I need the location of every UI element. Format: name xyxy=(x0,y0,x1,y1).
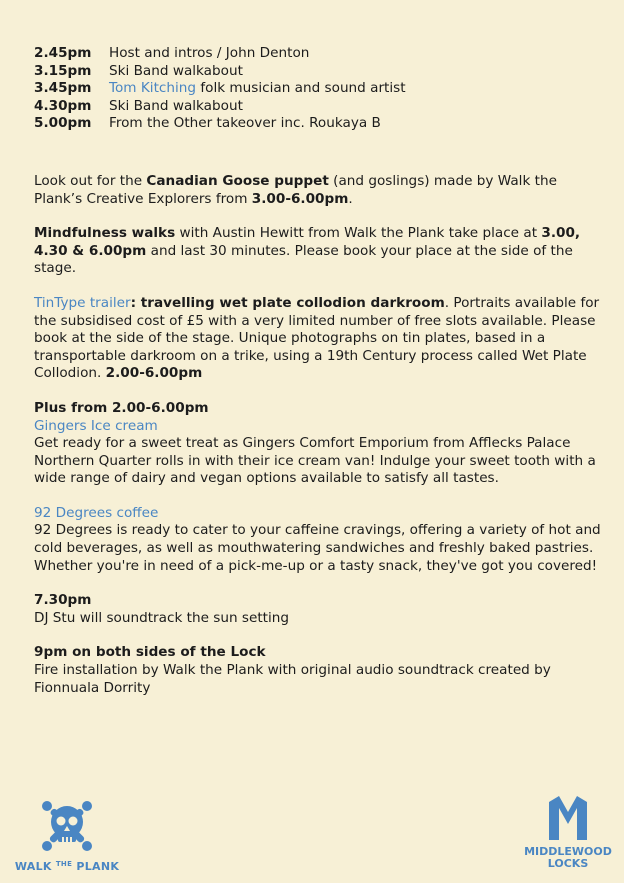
evening-time: 7.30pm xyxy=(34,592,92,609)
coffee-text: 92 Degrees is ready to cater to your caffeine cravings, offering a variety of hot and cold beverages, as well as mouthwatering sandwiches and freshly baked pastries. Whether you're in need of a pick-me-up or a tasty snack, they've got you covered! xyxy=(34,522,601,574)
programme xyxy=(34,45,604,714)
schedule-time: 3.45pm xyxy=(34,80,92,97)
schedule-row xyxy=(34,80,604,98)
gingers-text: Get ready for a sweet treat as Gingers Comfort Emporium from Afflecks Palace Northern Quarter rolls in with their ice cream van! Indulge your sweet tooth with a wide range of dairy and vegan options available to satisfy all tastes. xyxy=(34,435,596,487)
lock-section xyxy=(34,644,604,697)
tintype-link[interactable]: TinType trailer xyxy=(34,294,131,311)
evening-section xyxy=(34,592,604,627)
schedule-text: Ski Band walkabout xyxy=(109,62,243,79)
schedule-text: Host and intros / John Denton xyxy=(109,45,310,61)
schedule-text: Tom Kitching folk musician and sound artist xyxy=(109,80,406,97)
schedule-time: 5.00pm xyxy=(34,115,92,132)
schedule-time: 2.45pm xyxy=(34,45,92,61)
schedule-row xyxy=(34,115,604,133)
schedule-row xyxy=(34,45,604,63)
tom-kitching-link[interactable]: Tom Kitching xyxy=(109,80,197,97)
tintype-paragraph: TinType trailer: travelling wet plate collodion darkroom. Portraits available for the subsidised cost of £5 with a very limited number of free slots available. Please book at the side of the stage. Unique photographs on tin plates, based in a transportable darkroom on a trike, using a 19th Century process called Wet Plate Collodion. 2.00-6.00pm xyxy=(34,294,600,382)
schedule-row xyxy=(34,63,604,81)
evening-text: DJ Stu will soundtrack the sun setting xyxy=(34,609,290,626)
middlewood-locks-logo xyxy=(520,796,616,870)
mindfulness-paragraph: Mindfulness walks with Austin Hewitt from Walk the Plank take place at 3.00, 4.30 & 6.00pm and last 30 minutes. Please book your place at the side of the stage. xyxy=(34,225,581,277)
skull-crossbones-icon xyxy=(39,798,95,854)
gingers-link[interactable]: Gingers Ice cream xyxy=(34,417,158,434)
coffee-link[interactable]: 92 Degrees coffee xyxy=(34,504,159,521)
middlewood-locks-wordmark: MIDDLEWOOD LOCKS xyxy=(524,845,612,870)
schedule-text: From the Other takeover inc. Roukaya B xyxy=(109,115,381,132)
goose-paragraph: Look out for the Canadian Goose puppet (and goslings) made by Walk the Plank’s Creative Explorers from 3.00-6.00pm. xyxy=(34,172,557,207)
m-monogram-icon xyxy=(547,796,589,840)
schedule-text: Ski Band walkabout xyxy=(109,97,243,114)
schedule-row xyxy=(34,98,604,116)
walk-the-plank-logo xyxy=(12,798,122,873)
plus-heading: Plus from 2.00-6.00pm xyxy=(34,399,209,416)
lock-heading: 9pm on both sides of the Lock xyxy=(34,644,266,661)
schedule-list xyxy=(34,45,604,133)
plus-section xyxy=(34,400,604,575)
schedule-time: 4.30pm xyxy=(34,97,92,114)
schedule-time: 3.15pm xyxy=(34,62,92,79)
lock-text: Fire installation by Walk the Plank with original audio soundtrack created by Fionnuala Dorrity xyxy=(34,662,551,696)
walk-the-plank-wordmark: WALK $^{THE}$ PLANK xyxy=(14,860,120,873)
